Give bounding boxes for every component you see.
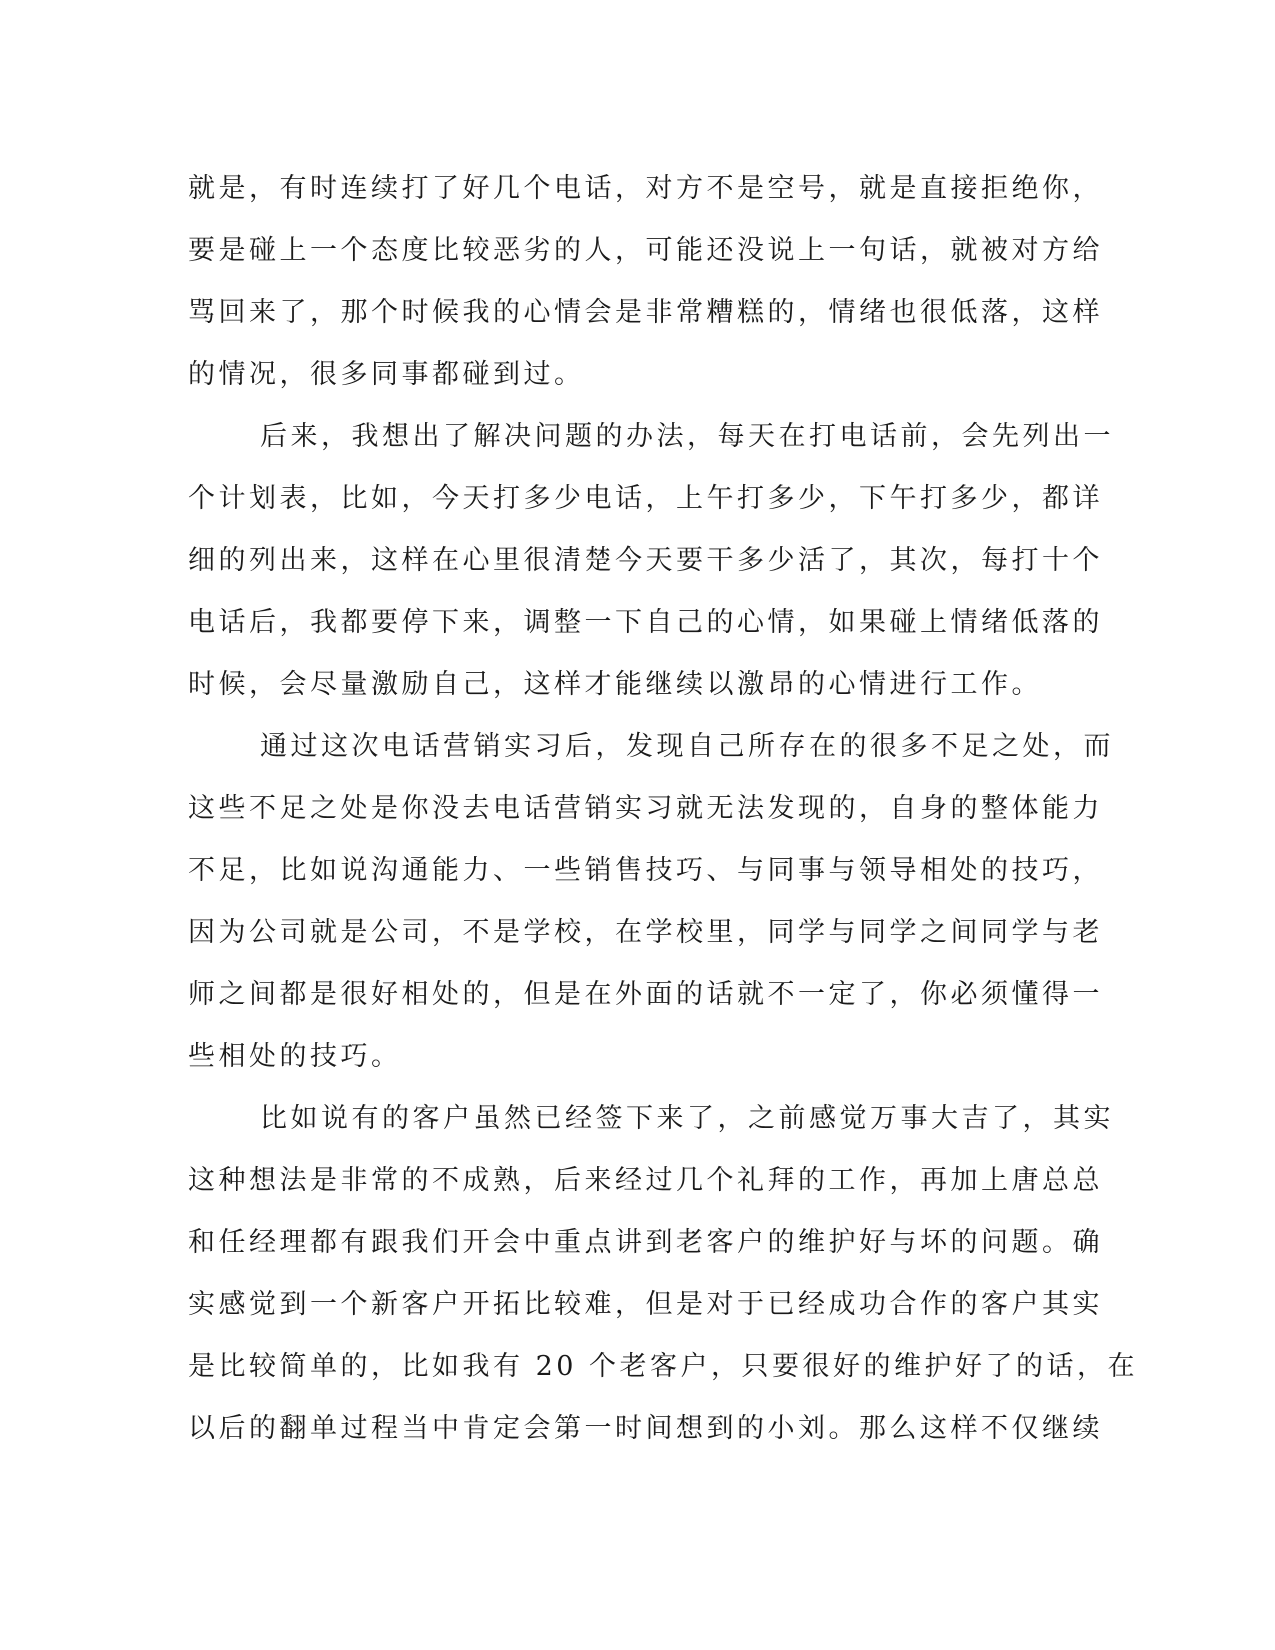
text-line: 师之间都是很好相处的，但是在外面的话就不一定了，你必须懂得一 [188, 979, 1103, 1010]
text-line: 骂回来了，那个时候我的心情会是非常糟糕的，情绪也很低落，这样 [188, 297, 1103, 328]
paragraph [188, 716, 1114, 1088]
text-line: 些相处的技巧。 [188, 1041, 402, 1072]
text-line: 要是碰上一个态度比较恶劣的人，可能还没说上一句话，就被对方给 [188, 235, 1103, 266]
text-line: 就是，有时连续打了好几个电话，对方不是空号，就是直接拒绝你， [188, 173, 1103, 204]
text-line: 不足，比如说沟通能力、一些销售技巧、与同事与领导相处的技巧， [188, 855, 1103, 886]
text-line: 这种想法是非常的不成熟，后来经过几个礼拜的工作，再加上唐总总 [188, 1165, 1103, 1196]
paragraph [188, 1088, 1139, 1460]
text-line: 比如说有的客户虽然已经签下来了，之前感觉万事大吉了，其实 [260, 1103, 1114, 1134]
text-line: 和任经理都有跟我们开会中重点讲到老客户的维护好与坏的问题。确 [188, 1227, 1103, 1258]
text-line: 实感觉到一个新客户开拓比较难，但是对于已经成功合作的客户其实 [188, 1289, 1103, 1320]
text-line: 时候，会尽量激励自己，这样才能继续以激昂的心情进行工作。 [188, 669, 1042, 700]
text-line: 是比较简单的，比如我有 20 个老客户，只要很好的维护好了的话，在 [188, 1351, 1139, 1382]
document-body [188, 158, 1139, 1460]
text-line: 因为公司就是公司，不是学校，在学校里，同学与同学之间同学与老 [188, 917, 1103, 948]
text-line: 通过这次电话营销实习后，发现自己所存在的很多不足之处，而 [260, 731, 1114, 762]
text-line: 这些不足之处是你没去电话营销实习就无法发现的，自身的整体能力 [188, 793, 1103, 824]
text-line: 个计划表，比如，今天打多少电话，上午打多少，下午打多少，都详 [188, 483, 1103, 514]
text-line: 以后的翻单过程当中肯定会第一时间想到的小刘。那么这样不仅继续 [188, 1413, 1103, 1444]
text-line: 的情况，很多同事都碰到过。 [188, 359, 585, 390]
paragraph [188, 406, 1114, 716]
text-line: 细的列出来，这样在心里很清楚今天要干多少活了，其次，每打十个 [188, 545, 1103, 576]
paragraph [188, 158, 1103, 406]
text-line: 后来，我想出了解决问题的办法，每天在打电话前，会先列出一 [260, 421, 1114, 452]
text-line: 电话后，我都要停下来，调整一下自己的心情，如果碰上情绪低落的 [188, 607, 1103, 638]
